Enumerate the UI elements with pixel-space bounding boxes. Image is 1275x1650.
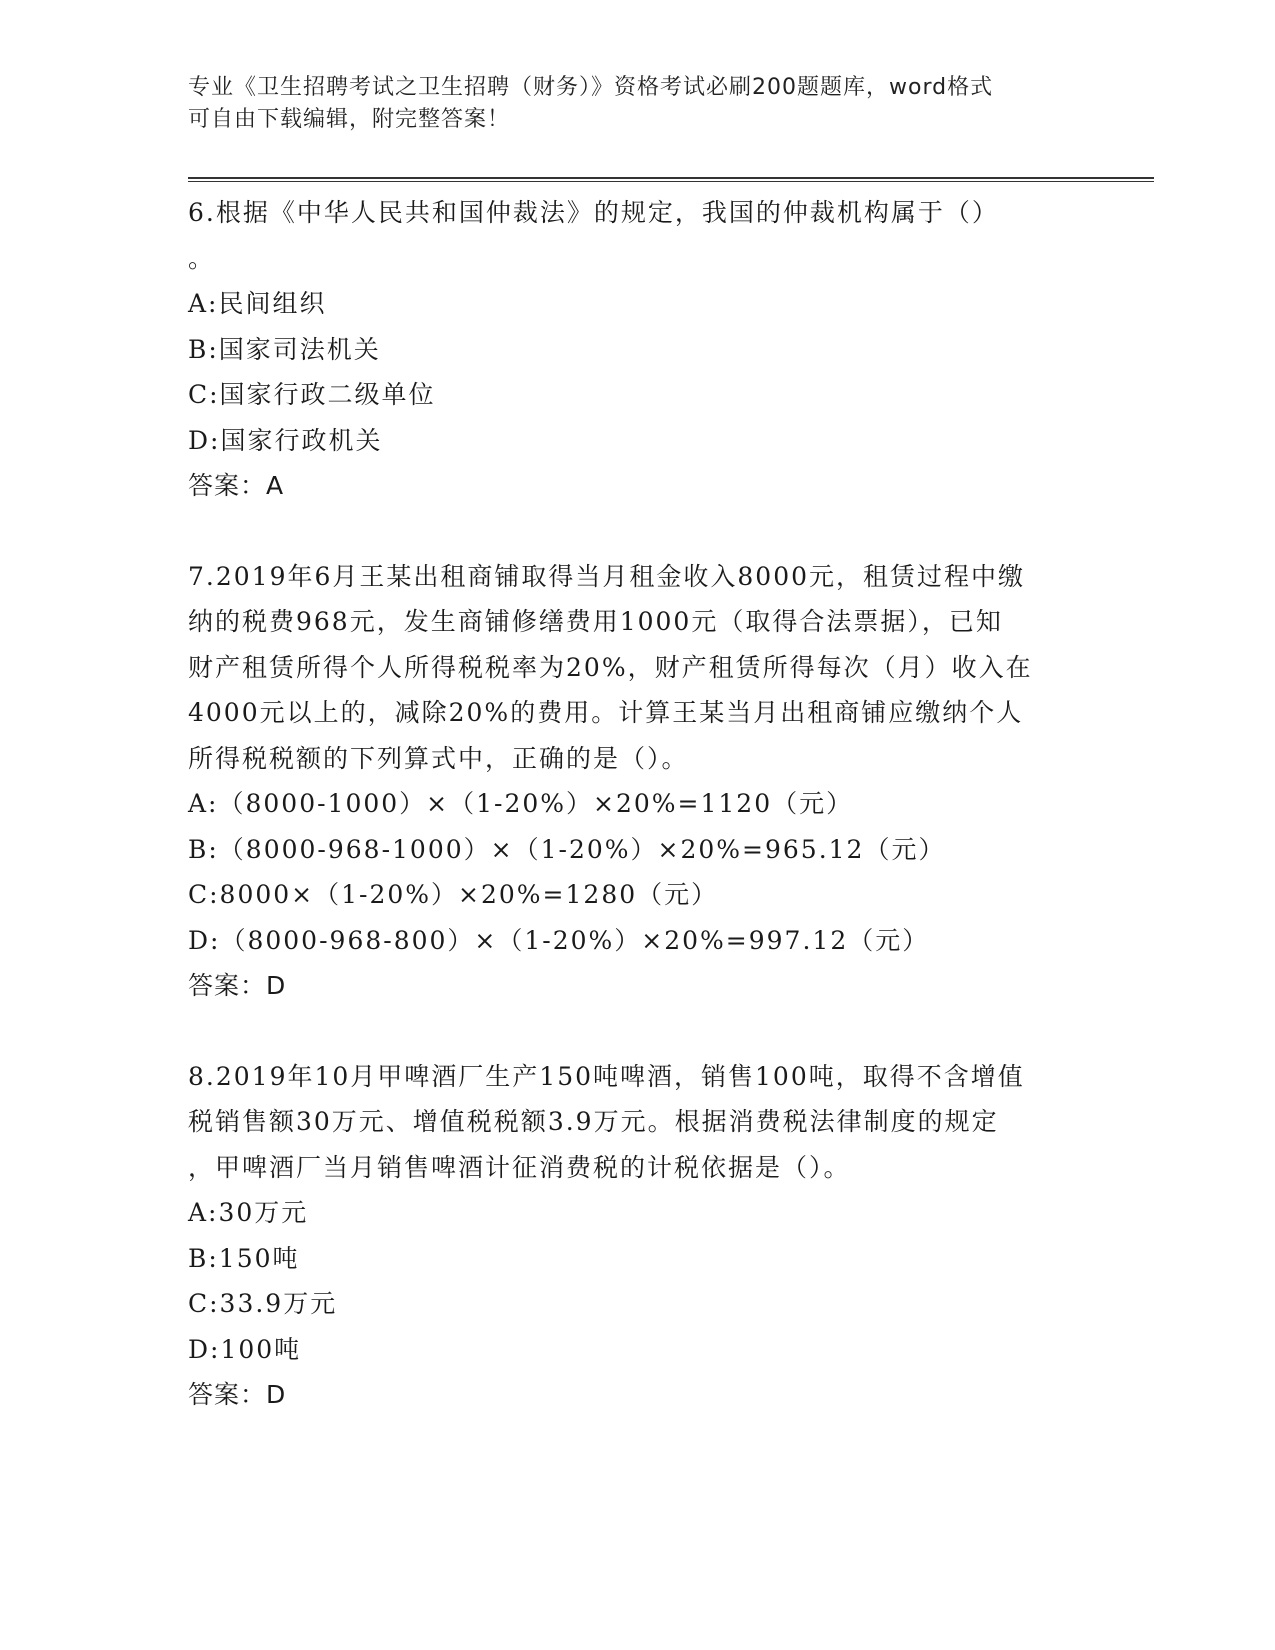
question-stem-line: 。 [188, 243, 216, 273]
option-c: C:8000×（1-20%）×20%=1280（元） [188, 880, 719, 909]
option-b: B:150吨 [188, 1243, 300, 1273]
question-stem-line: 8.2019年10月甲啤酒厂生产150吨啤酒，销售100吨，取得不含增值 [188, 1061, 1025, 1091]
option-d: D:国家行政机关 [188, 425, 383, 455]
question-stem-line: 所得税税额的下列算式中，正确的是（）。 [188, 743, 689, 773]
question-spacer [188, 1009, 1088, 1054]
option-list [188, 281, 1088, 463]
question-stem-line: 6.根据《中华人民共和国仲裁法》的规定，我国的仲裁机构属于（） [188, 198, 999, 227]
question-7 [188, 554, 1088, 1009]
answer-text: 答案：A [188, 471, 285, 500]
question-6 [188, 190, 1088, 509]
option-b: B:国家司法机关 [188, 334, 381, 364]
answer-text: 答案：D [188, 971, 287, 1000]
question-stem-line: 7.2019年6月王某出租商铺取得当月租金收入8000元，租赁过程中缴 [188, 561, 1026, 591]
question-spacer [188, 509, 1088, 554]
header-line-1: 专业《卫生招聘考试之卫生招聘（财务）》资格考试必刷200题题库，word格式 [188, 75, 994, 100]
question-list [188, 190, 1088, 1418]
question-8 [188, 1054, 1088, 1418]
document-header [188, 72, 1078, 136]
option-d: D:100吨 [188, 1334, 302, 1364]
header-divider [188, 177, 1154, 182]
question-stem-line: 纳的税费968元，发生商铺修缮费用1000元（取得合法票据），已知 [188, 607, 1003, 636]
option-c: C:33.9万元 [188, 1289, 338, 1318]
option-a: A:（8000-1000）×（1-20%）×20%=1120（元） [188, 789, 854, 818]
question-stem-line: 税销售额30万元、增值税税额3.9万元。根据消费税法律制度的规定 [188, 1107, 999, 1136]
option-list [188, 781, 1088, 963]
option-d: D:（8000-968-800）×（1-20%）×20%=997.12（元） [188, 925, 930, 955]
question-stem-line: 财产租赁所得个人所得税税率为20%，财产租赁所得每次（月）收入在 [188, 652, 1033, 682]
option-a: A:30万元 [188, 1198, 309, 1227]
option-list [188, 1190, 1088, 1372]
option-c: C:国家行政二级单位 [188, 380, 436, 409]
question-stem-line: 4000元以上的，减除20%的费用。计算王某当月出租商铺应缴纳个人 [188, 698, 1024, 727]
option-a: A:民间组织 [188, 289, 327, 318]
header-line-2: 可自由下载编辑，附完整答案！ [188, 107, 511, 132]
answer-text: 答案：D [188, 1380, 287, 1409]
question-stem-line: ，甲啤酒厂当月销售啤酒计征消费税的计税依据是（）。 [188, 1152, 851, 1182]
option-b: B:（8000-968-1000）×（1-20%）×20%=965.12（元） [188, 834, 946, 864]
